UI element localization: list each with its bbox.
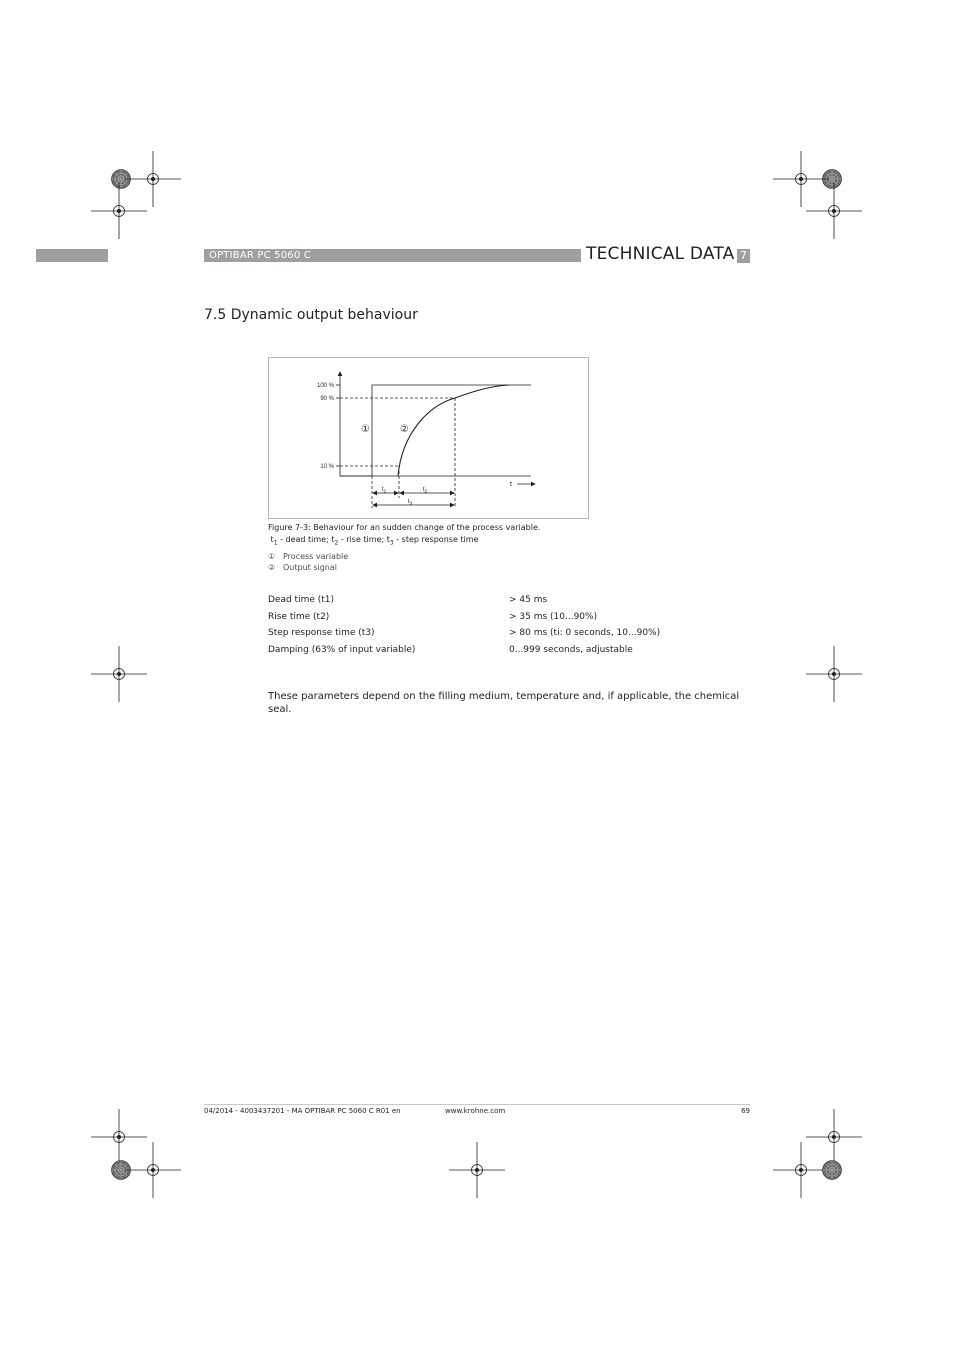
crosshair-mark-icon — [806, 183, 862, 239]
note-paragraph: These parameters depend on the filling medium, temperature and, if applicable, the chemical seal. — [268, 691, 740, 715]
param-value: > 45 ms — [509, 595, 548, 605]
marker-output-signal: ② — [400, 424, 409, 435]
param-label: Rise time (t2) — [268, 611, 330, 622]
crosshair-mark-icon — [449, 1142, 505, 1198]
step-response-diagram — [269, 358, 590, 520]
caption-title: Figure 7-3: Behaviour for an sudden change of the process variable. — [268, 523, 541, 532]
header-product-name: OPTIBAR PC 5060 C — [209, 250, 311, 261]
t2-label: $t_2$ — [423, 487, 428, 494]
param-value: 0...999 seconds, adjustable — [509, 644, 633, 655]
y-label-10: 10 % — [320, 464, 334, 470]
section-title: 7.5 Dynamic output behaviour — [204, 307, 418, 323]
footer-page-number: 69 — [741, 1107, 750, 1115]
crosshair-mark-icon — [91, 1109, 147, 1165]
output-signal-curve — [398, 385, 509, 476]
legend-item — [268, 551, 348, 562]
param-label: Step response time (t3) — [268, 628, 375, 638]
crosshair-mark-icon — [125, 1142, 181, 1198]
header-chapter-badge: 7 — [737, 249, 750, 263]
marker-process-variable: ① — [361, 424, 370, 435]
legend-number: ② — [268, 563, 276, 572]
param-value: > 80 ms (ti: 0 seconds, 10...90%) — [509, 628, 661, 638]
crosshair-mark-icon — [773, 151, 829, 207]
figure-caption — [268, 522, 540, 550]
figure-legend — [268, 551, 348, 573]
legend-label: Process variable — [283, 552, 349, 561]
y-label-100: 100 % — [316, 383, 334, 389]
y-label-90: 90 % — [320, 396, 334, 402]
param-label: Damping (63% of input variable) — [268, 644, 416, 655]
crosshair-mark-icon — [806, 646, 862, 702]
param-value: > 35 ms (10...90%) — [509, 611, 598, 622]
t3-label: $t_3$ — [408, 499, 413, 506]
crosshair-mark-icon — [773, 1142, 829, 1198]
figure-step-response — [268, 357, 589, 519]
header-section-title: TECHNICAL DATA — [586, 244, 735, 264]
legend-item — [268, 562, 348, 573]
crosshair-mark-icon — [806, 1109, 862, 1165]
crosshair-mark-icon — [125, 151, 181, 207]
crosshair-mark-icon — [91, 183, 147, 239]
table-row — [268, 627, 668, 644]
legend-number: ① — [268, 552, 276, 561]
footer-document-id: 04/2014 - 4003437201 - MA OPTIBAR PC 5060 C R01 en — [204, 1107, 401, 1115]
table-row — [268, 611, 668, 628]
crosshair-mark-icon — [91, 646, 147, 702]
parameters-table — [268, 594, 668, 660]
footer-rule — [204, 1104, 750, 1105]
header-bar-left — [36, 249, 108, 262]
wheel-mark-icon — [823, 1161, 842, 1180]
legend-label: Output signal — [283, 563, 337, 572]
table-row — [268, 644, 668, 661]
t-axis-label: t — [510, 481, 512, 488]
param-label: Dead time (t1) — [268, 595, 335, 605]
footer-website-link[interactable]: www.krohne.com — [445, 1107, 506, 1115]
t1-label: $t_1$ — [382, 487, 387, 494]
table-row — [268, 594, 668, 611]
caption-definitions: $t_1$ - dead time; $t_2$ - rise time; $t_3$ - step response time — [270, 535, 479, 547]
